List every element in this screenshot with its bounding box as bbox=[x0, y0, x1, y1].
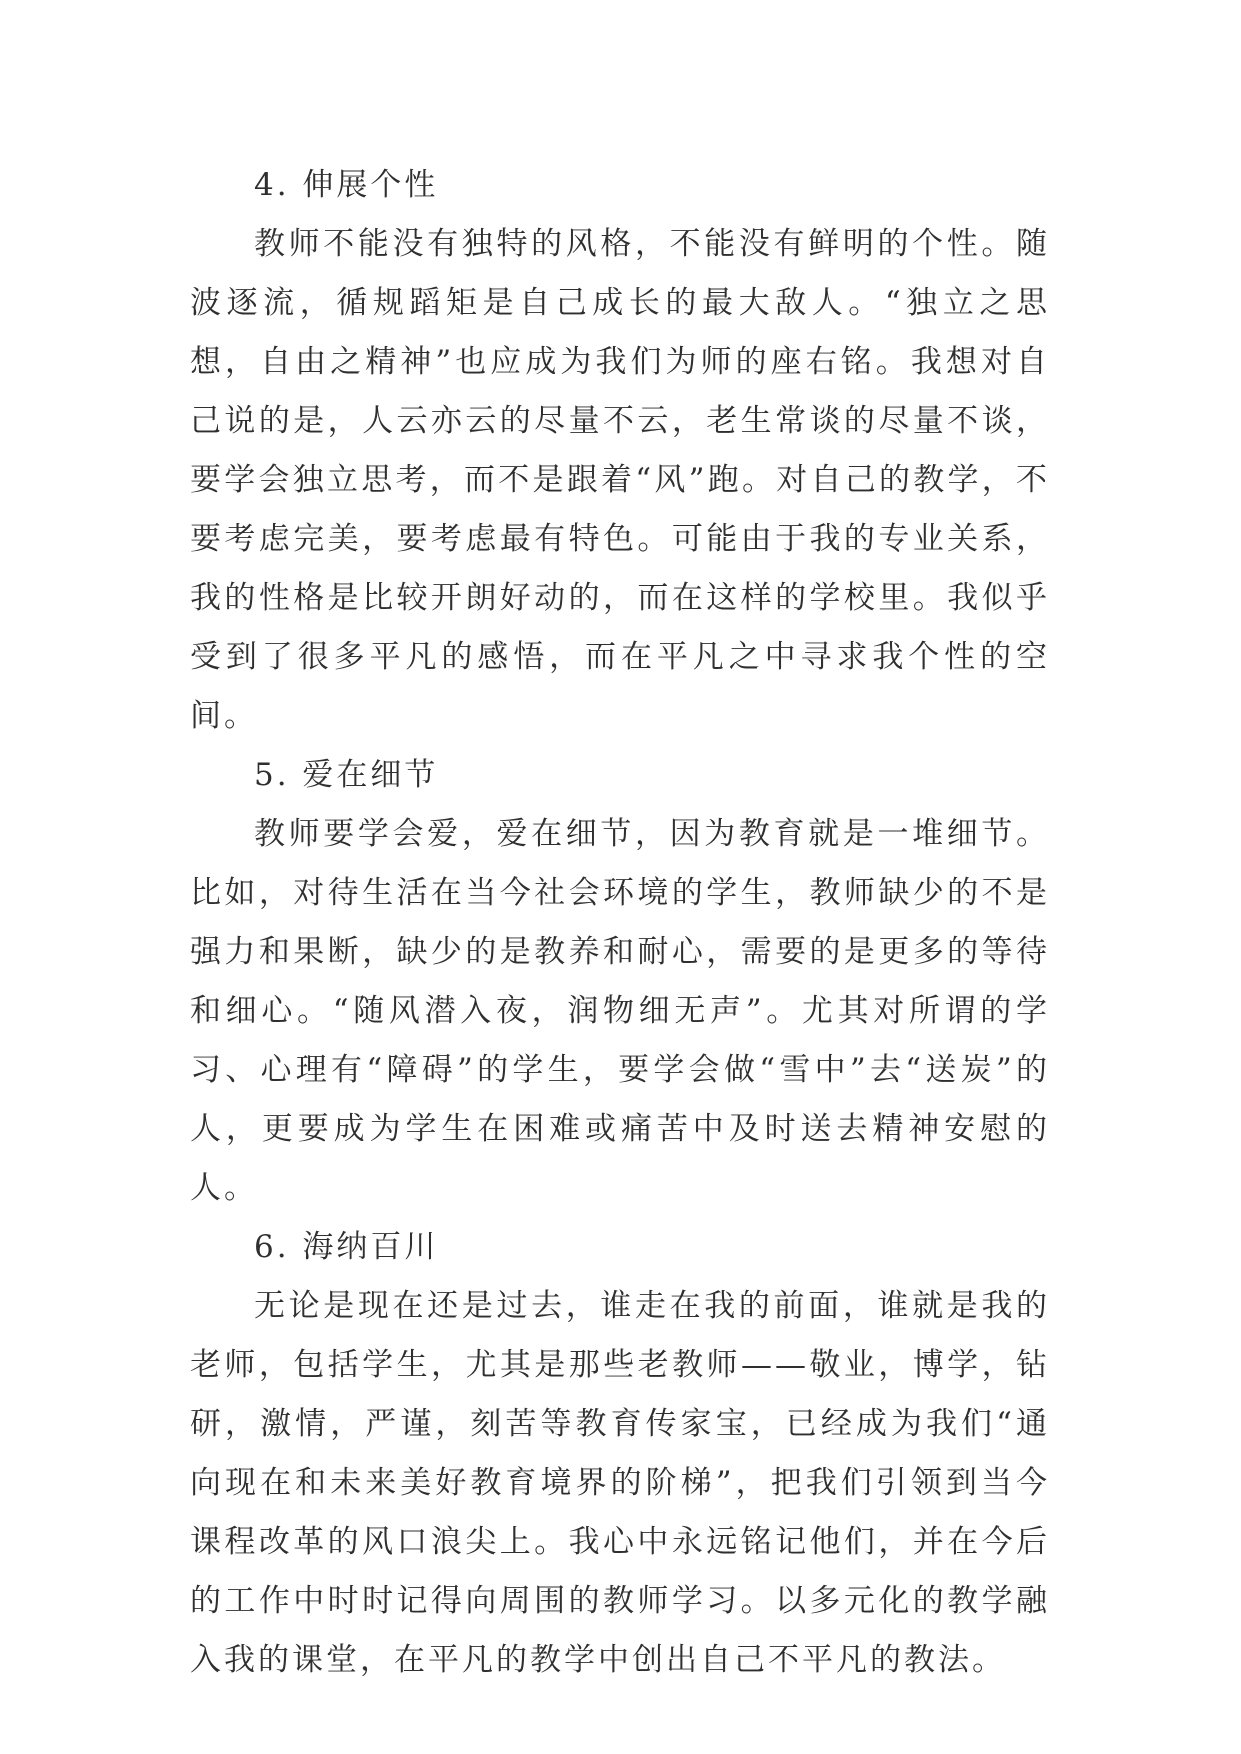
section-heading-5: 5. 爱在细节 bbox=[254, 757, 439, 793]
document-body bbox=[190, 156, 1050, 1690]
section-paragraph-6: 无论是现在还是过去，谁走在我的前面，谁就是我的老师，包括学生，尤其是那些老教师——敬业，博学，钻研，激情，严谨，刻苦等教育传家宝，已经成为我们“通向现在和未来美好教育境界的阶梯”，把我们引领到当今课程改革的风口浪尖上。我心中永远铭记他们，并在今后的工作中时时记得向周围的教师学习。以多元化的教学融入我的课堂，在平凡的教学中创出自己不平凡的教法。 bbox=[190, 1288, 1050, 1678]
section-heading-4: 4. 伸展个性 bbox=[254, 167, 439, 203]
section-heading-6: 6. 海纳百川 bbox=[254, 1229, 439, 1265]
section-paragraph-4: 教师不能没有独特的风格，不能没有鲜明的个性。随波逐流，循规蹈矩是自己成长的最大敌人。“独立之思想，自由之精神”也应成为我们为师的座右铭。我想对自己说的是，人云亦云的尽量不云，老生常谈的尽量不谈，要学会独立思考，而不是跟着“风”跑。对自己的教学，不要考虑完美，要考虑最有特色。可能由于我的专业关系，我的性格是比较开朗好动的，而在这样的学校里。我似乎受到了很多平凡的感悟，而在平凡之中寻求我个性的空间。 bbox=[190, 226, 1050, 734]
section-paragraph-5: 教师要学会爱，爱在细节，因为教育就是一堆细节。比如，对待生活在当今社会环境的学生，教师缺少的不是强力和果断，缺少的是教养和耐心，需要的是更多的等待和细心。“随风潜入夜，润物细无声”。尤其对所谓的学习、心理有“障碍”的学生，要学会做“雪中”去“送炭”的人，更要成为学生在困难或痛苦中及时送去精神安慰的人。 bbox=[190, 816, 1050, 1206]
